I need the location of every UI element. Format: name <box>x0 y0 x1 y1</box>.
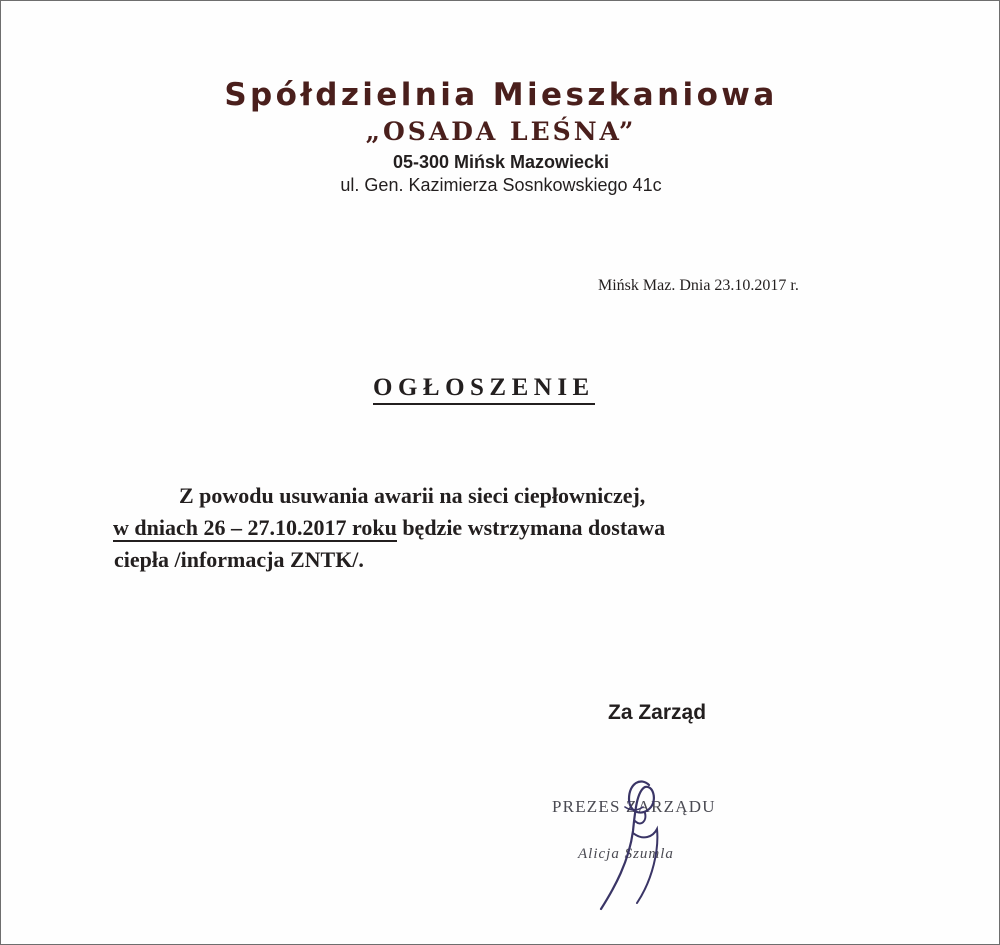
body-line-1: Z powodu usuwania awarii na sieci ciepłowniczej, <box>179 483 646 508</box>
handwritten-signature <box>571 771 681 921</box>
body-line-3: ciepła /informacja ZNTK/. <box>114 547 364 572</box>
org-subtitle: „OSADA LEŚNA” <box>365 117 637 146</box>
date-line: Mińsk Maz. Dnia 23.10.2017 r. <box>598 277 799 294</box>
org-street-line: ul. Gen. Kazimierza Sosnkowskiego 41c <box>340 175 662 195</box>
signoff: Za Zarząd <box>608 701 707 724</box>
body-line-2 <box>113 515 665 541</box>
org-name: Spółdzielnia Mieszkaniowa <box>224 77 778 113</box>
stamp-title: PREZES ZARZĄDU <box>552 797 716 816</box>
body-date-range: w dniach 26 – 27.10.2017 roku <box>113 515 397 540</box>
announcement-title: OGŁOSZENIE <box>373 373 595 405</box>
org-city-line: 05-300 Mińsk Mazowiecki <box>392 152 610 172</box>
stamp-name: Alicja Szumla <box>578 846 674 862</box>
body-line-2-rest: będzie wstrzymana dostawa <box>396 515 666 540</box>
